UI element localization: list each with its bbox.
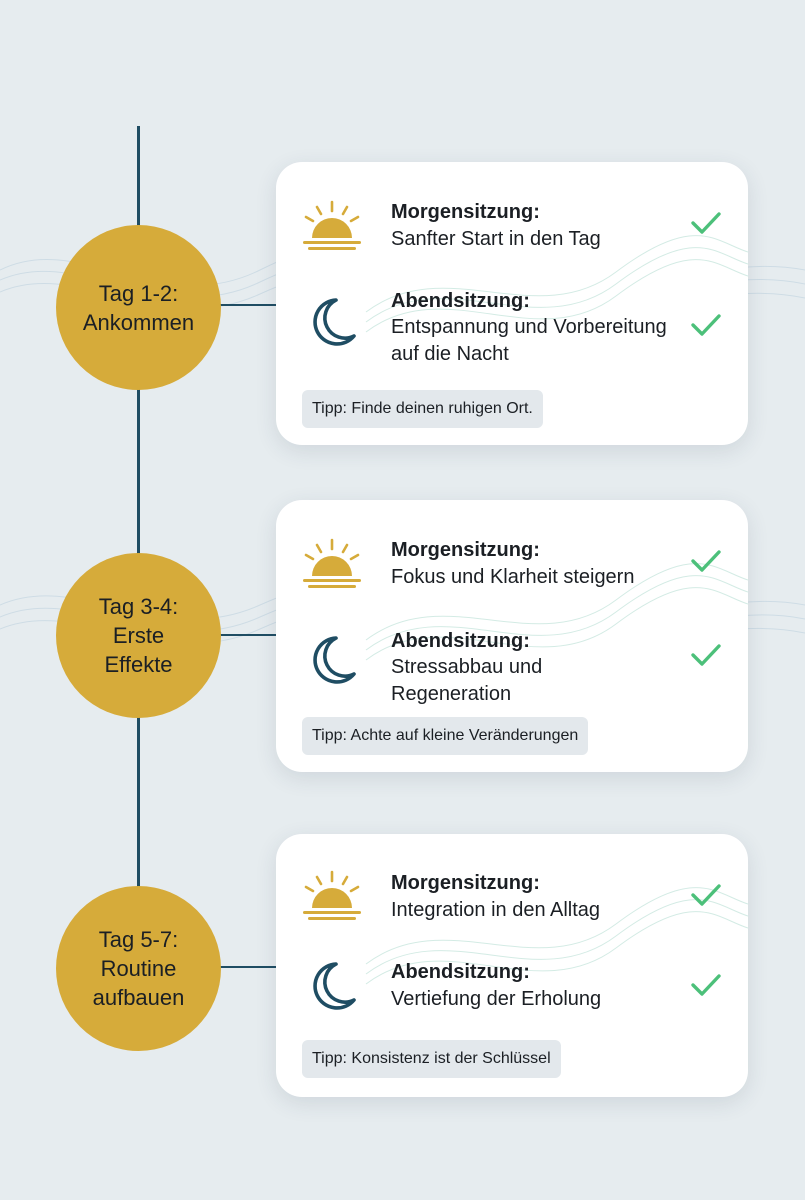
session-title: Abendsitzung: bbox=[391, 290, 530, 312]
session-description: Vertiefung der Erholung bbox=[391, 988, 602, 1010]
tip-badge: Tipp: Finde deinen ruhigen Ort. bbox=[302, 390, 543, 428]
day-card bbox=[276, 834, 748, 1097]
sunrise-icon bbox=[300, 538, 364, 590]
session-description: Fokus und Klarheit steigern bbox=[391, 566, 635, 588]
checkmark-icon bbox=[690, 882, 722, 908]
checkmark-icon bbox=[690, 210, 722, 236]
day-label: Tag 1-2: Ankommen bbox=[82, 280, 195, 335]
session-description: Stressabbau und Regeneration bbox=[391, 656, 543, 705]
checkmark-icon bbox=[690, 642, 722, 668]
day-label: Tag 3-4: Erste Effekte bbox=[98, 594, 179, 677]
day-circle bbox=[56, 886, 221, 1051]
session-description: Sanfter Start in den Tag bbox=[391, 228, 601, 250]
checkmark-icon bbox=[690, 972, 722, 998]
day-circle bbox=[56, 225, 221, 390]
session-title: Abendsitzung: bbox=[391, 630, 530, 652]
tip-badge: Tipp: Achte auf kleine Veränderungen bbox=[302, 717, 588, 755]
session-title: Morgensitzung: bbox=[391, 201, 540, 223]
crescent-moon-icon bbox=[310, 296, 358, 348]
crescent-moon-icon bbox=[310, 960, 358, 1012]
checkmark-icon bbox=[690, 312, 722, 338]
crescent-moon-icon bbox=[310, 634, 358, 686]
day-label: Tag 5-7: Routine aufbauen bbox=[92, 927, 185, 1010]
day-card bbox=[276, 500, 748, 772]
day-card bbox=[276, 162, 748, 445]
session-title: Abendsitzung: bbox=[391, 961, 530, 983]
session-title: Morgensitzung: bbox=[391, 539, 540, 561]
day-circle bbox=[56, 553, 221, 718]
session-title: Morgensitzung: bbox=[391, 872, 540, 894]
tip-badge: Tipp: Konsistenz ist der Schlüssel bbox=[302, 1040, 561, 1078]
sunrise-icon bbox=[300, 870, 364, 922]
checkmark-icon bbox=[690, 548, 722, 574]
session-description: Entspannung und Vorbereitung auf die Nacht bbox=[391, 316, 667, 365]
session-description: Integration in den Alltag bbox=[391, 899, 601, 921]
sunrise-icon bbox=[300, 200, 364, 252]
